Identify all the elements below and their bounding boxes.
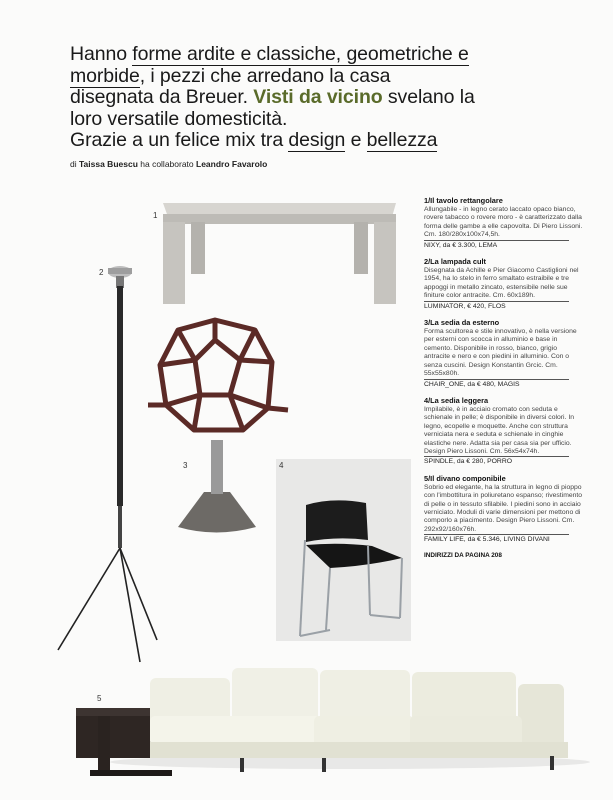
floor-lamp-image [58, 266, 157, 662]
item-heading: 3/La sedia da esterno [424, 318, 500, 328]
item-light-chair [424, 396, 584, 467]
intro-text: svelano la [382, 86, 475, 108]
item-outdoor-chair [424, 318, 584, 389]
sofa-image [76, 668, 568, 776]
intro-text: , i pezzi che arredano la casa [139, 64, 391, 87]
credits-collaborator: Leandro Favarolo [196, 159, 268, 169]
intro-underlined: design [288, 129, 346, 151]
item-lamp [424, 257, 584, 311]
intro-text: e [345, 129, 367, 151]
figure-number-1: 1 [153, 211, 158, 220]
intro-underlined: morbide [70, 64, 140, 87]
chair-one-image [148, 320, 288, 533]
credits-author: Taissa Buescu [78, 159, 138, 169]
spindle-chair-image [300, 500, 402, 636]
item-price: CHAIR_ONE, da € 480, MAGIS [424, 379, 569, 389]
address-note: INDIRIZZI DA PAGINA 208 [424, 551, 502, 559]
item-description: Disegnata da Achille e Pier Giacomo Castiglioni nel 1954, ha lo stelo in ferro smaltato estraibile e tre appoggi in metallo zincato, estensibile nelle sue finiture color antracite. Cm. 60x189h. [424, 267, 579, 300]
intro-text: loro versatile domesticità. [70, 107, 288, 130]
intro-underlined: forme ardite e classiche, geometriche e [132, 43, 469, 65]
item-table [424, 196, 584, 250]
product-descriptions [424, 196, 584, 560]
item-price: FAMILY LIFE, da € 5.346, LIVING DIVANI [424, 534, 569, 544]
item-description: Allungabile - in legno cerato laccato opaco bianco, rovere tabacco o rovere moro - è caratterizzato dalla forma delle gambe a elle capovolta. Di Piero Lissoni. Cm. 180/280x100x74,5h. [424, 206, 583, 239]
intro-highlight: Visti da vicino [253, 86, 383, 108]
credits-mid: ha collaborato [137, 159, 197, 169]
figure-number-4: 4 [279, 461, 284, 470]
figure-number-3: 3 [183, 461, 188, 470]
item-price: SPINDLE, da € 280, PORRO [424, 456, 569, 466]
item-heading: 5/Il divano componibile [424, 473, 506, 483]
item-heading: 4/La sedia leggera [424, 395, 489, 405]
figure-number-2: 2 [99, 268, 104, 277]
credits-prefix: di [70, 159, 79, 169]
intro-text: Grazie a un felice mix tra [70, 129, 289, 151]
item-description: Impilabile, è in acciaio cromato con seduta e schienale in pelle; è disponibile in diversi colori. In legno, ecopelle e moquette. Anche con struttura verniciata nera e seduta e schienale in cinghie elastiche nere. Adatta sia per casa sia per ufficio. Design Piero Lissoni. Cm. 56x54x74h. [424, 405, 574, 455]
item-description: Forma scultorea e stile innovativo, è nella versione per esterni con scocca in alluminio e base in cemento. Disponibile in rosso, bianco, grigio antracite e nero e con piedini in alluminio. Con o senza cuscini. Design Konstantin Grcic. Cm. 55x55x80h. [424, 328, 577, 378]
item-price: LUMINATOR, € 420, FLOS [424, 301, 569, 311]
item-price: NIXY, da € 3.300, LEMA [424, 240, 569, 250]
item-description: Sobrio ed elegante, ha la struttura in legno di pioppo con l'imbottitura in poliuretano espanso; rivestimento di pelle o in tessuto sfilabile. I piedini sono in acciaio verniciato. Moduli di varie dimensioni per mettono di comporlo a piacimento. Design Piero Lissoni. Cm. 292x92/160x76h. [424, 483, 583, 533]
item-heading: 1/Il tavolo rettangolare [424, 196, 503, 205]
figure-number-5: 5 [97, 694, 102, 703]
intro-underlined: bellezza [366, 129, 438, 151]
intro-text: Hanno [70, 43, 133, 65]
item-heading: 2/La lampada cult [424, 257, 487, 267]
table-image [163, 203, 396, 304]
item-sofa [424, 474, 584, 545]
intro-text: disegnata da Breuer. [70, 86, 254, 108]
